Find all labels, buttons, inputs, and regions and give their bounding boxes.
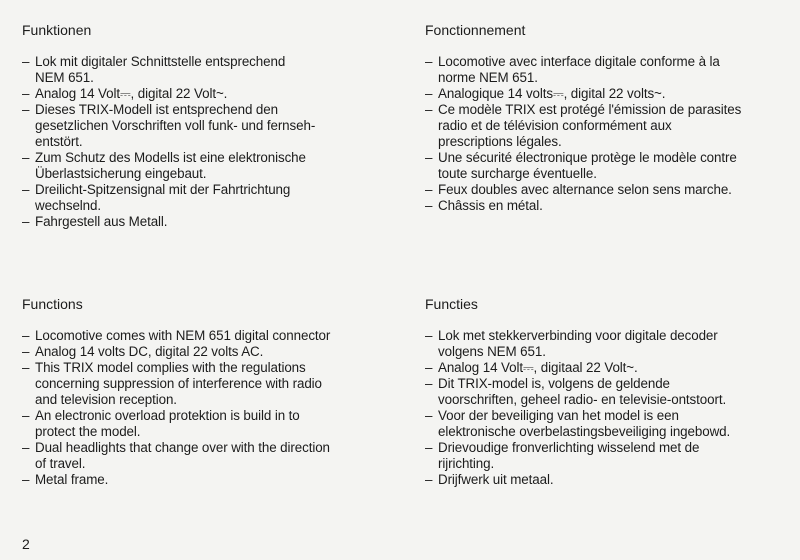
list-item: – Dit TRIX-model is, volgens de geldende voorschriften, geheel radio- en televisie-ontstoort. xyxy=(425,376,795,408)
list-item: – Fahrgestell aus Metall. xyxy=(22,214,392,230)
list-item: – Voor der beveiliging van het model is een elektronische overbelastingsbeveiliging ingebowd. xyxy=(425,408,795,440)
page-number: 2 xyxy=(22,536,30,552)
list-item: – Lok met stekkerverbinding voor digitale decoder volgens NEM 651. xyxy=(425,328,795,360)
list-item: – Drijfwerk uit metaal. xyxy=(425,472,795,488)
list-item: – Dreilicht-Spitzensignal mit der Fahrtrichtung wechselnd. xyxy=(22,182,392,214)
list-item: – Ce modèle TRIX est protégé l'émission de parasites radio et de télévision conformément aux prescriptions légales. xyxy=(425,102,795,150)
list-item: – Châssis en métal. xyxy=(425,198,795,214)
section-german xyxy=(22,22,392,230)
list-item: – Analogique 14 volts⎓, digital 22 volts~. xyxy=(425,86,795,102)
section-title: Functies xyxy=(425,296,478,312)
list-item: – Metal frame. xyxy=(22,472,392,488)
list-item: – Zum Schutz des Modells ist eine elektronische Überlastsicherung eingebaut. xyxy=(22,150,392,182)
section-english xyxy=(22,296,392,488)
list-item: – An electronic overload protektion is build in to protect the model. xyxy=(22,408,392,440)
list-item: – Feux doubles avec alternance selon sens marche. xyxy=(425,182,795,198)
list-item: – Analog 14 Volt⎓, digitaal 22 Volt~. xyxy=(425,360,795,376)
section-title: Funktionen xyxy=(22,22,92,38)
section-title: Fonctionnement xyxy=(425,22,526,38)
section-dutch xyxy=(425,296,795,488)
list-item: – Drievoudige fronverlichting wisselend met de rijrichting. xyxy=(425,440,795,472)
section-french xyxy=(425,22,795,214)
list-item: – Analog 14 Volt⎓, digital 22 Volt~. xyxy=(22,86,392,102)
list-item: – Locomotive avec interface digitale conforme à la norme NEM 651. xyxy=(425,54,795,86)
list-item: – This TRIX model complies with the regulations concerning suppression of interference with radio and television reception. xyxy=(22,360,392,408)
list-item: – Dual headlights that change over with the direction of travel. xyxy=(22,440,392,472)
list-item: – Analog 14 volts DC, digital 22 volts AC. xyxy=(22,344,392,360)
list-item: – Locomotive comes with NEM 651 digital connector xyxy=(22,328,392,344)
section-title: Functions xyxy=(22,296,83,312)
list-item: – Une sécurité électronique protège le modèle contre toute surcharge éventuelle. xyxy=(425,150,795,182)
feature-list xyxy=(22,54,392,230)
list-item: – Dieses TRIX-Modell ist entsprechend den gesetzlichen Vorschriften voll funk- und fernseh- entstört. xyxy=(22,102,392,150)
list-item: – Lok mit digitaler Schnittstelle entsprechend NEM 651. xyxy=(22,54,392,86)
feature-list xyxy=(22,328,392,488)
feature-list xyxy=(425,328,795,488)
feature-list xyxy=(425,54,795,214)
